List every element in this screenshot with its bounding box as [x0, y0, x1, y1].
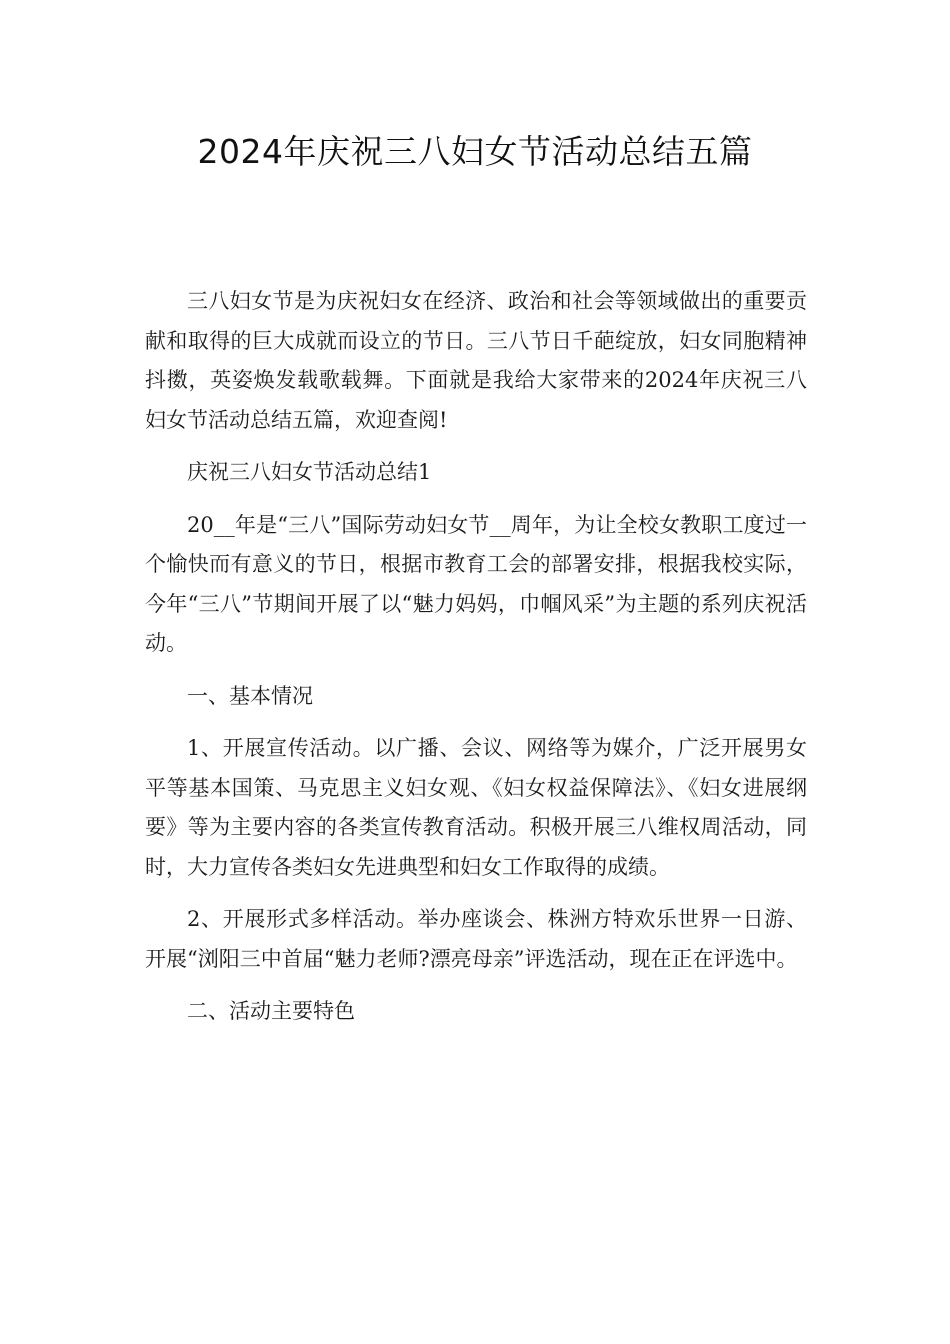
- document-title: 2024年庆祝三八妇女节活动总结五篇: [197, 132, 753, 171]
- intro-paragraph: 三八妇女节是为庆祝妇女在经济、政治和社会等领域做出的重要贡献和取得的巨大成就而设立的节日。三八节日千葩绽放，妇女同胞精神抖擞，英姿焕发载歌载舞。下面就是我给大家带来的2024年庆祝三八妇女节活动总结五篇，欢迎查阅!: [145, 289, 807, 432]
- section-heading-basic-situation: 一、基本情况: [187, 683, 313, 708]
- document-body: [145, 282, 807, 1045]
- body-paragraph: 2、开展形式多样活动。举办座谈会、株洲方特欢乐世界一日游、开展“浏阳三中首届“魅力老师?漂亮母亲”评选活动，现在正在评选中。: [145, 907, 807, 971]
- body-paragraph: 1、开展宣传活动。以广播、会议、网络等为媒介，广泛开展男女平等基本国策、马克思主义妇女观、《妇女权益保障法》、《妇女进展纲要》等为主要内容的各类宣传教育活动。积极开展三八维权周活动，同时，大力宣传各类妇女先进典型和妇女工作取得的成绩。: [145, 736, 807, 879]
- section-heading-main-features: 二、活动主要特色: [187, 999, 355, 1023]
- body-paragraph: 20__年是“三八”国际劳动妇女节__周年，为让全校女教职工度过一个愉快而有意义的节日，根据市教育工会的部署安排，根据我校实际，今年“三八”节期间开展了以“魅力妈妈，巾帼风采”为主题的系列庆祝活动。: [145, 512, 807, 655]
- section-heading-summary-1: 庆祝三八妇女节活动总结1: [187, 460, 432, 484]
